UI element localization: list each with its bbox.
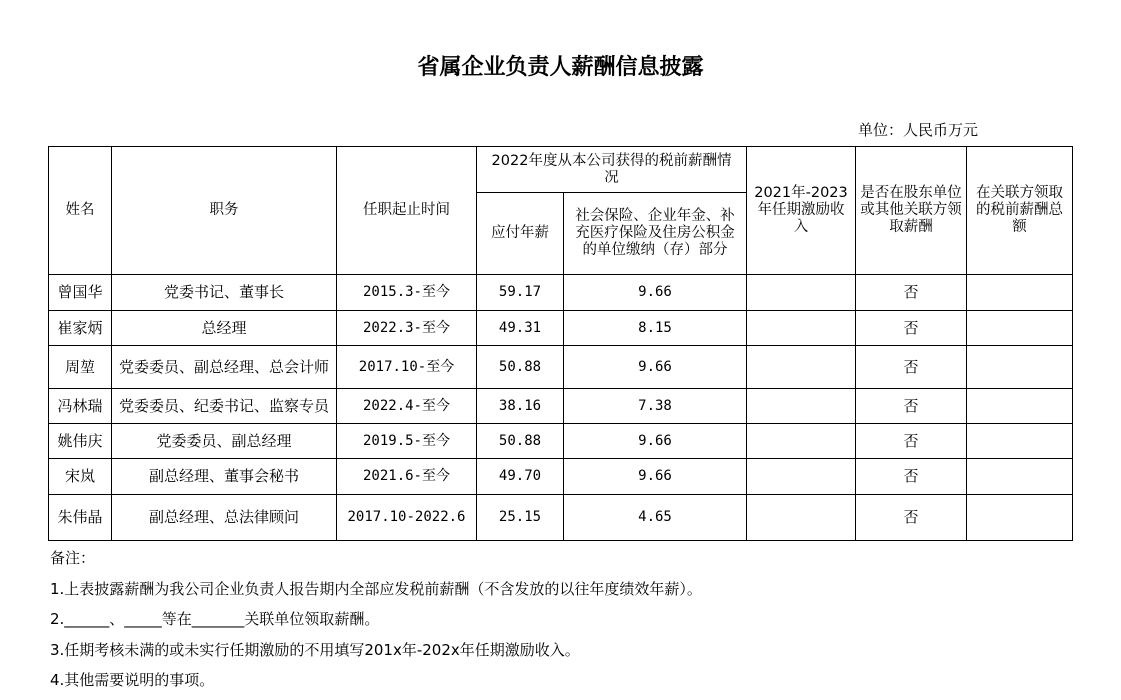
cell-term: 2019.5-至今 bbox=[337, 424, 477, 459]
header-related-total: 在关联方领取的税前薪酬总额 bbox=[967, 147, 1073, 275]
cell-salary: 50.88 bbox=[477, 424, 564, 459]
cell-insurance: 4.65 bbox=[564, 495, 747, 541]
cell-position: 党委委员、纪委书记、监察专员 bbox=[112, 389, 337, 424]
cell-position: 党委书记、董事长 bbox=[112, 275, 337, 311]
cell-related: 否 bbox=[856, 424, 967, 459]
note-item: 3.任期考核未满的或未实行任期激励的不用填写201x年-202x年任期激励收入。 bbox=[50, 640, 580, 659]
cell-incentive bbox=[747, 389, 856, 424]
note-item: 1.上表披露薪酬为我公司企业负责人报告期内全部应发税前薪酬（不含发放的以往年度绩效年薪）。 bbox=[50, 579, 702, 598]
table-row bbox=[49, 495, 1073, 541]
header-salary-group: 2022年度从本公司获得的税前薪酬情况 bbox=[477, 147, 747, 193]
cell-related-total bbox=[967, 346, 1073, 389]
cell-related: 否 bbox=[856, 311, 967, 346]
cell-term: 2022.4-至今 bbox=[337, 389, 477, 424]
note-item: 2.______、_____等在_______关联单位领取薪酬。 bbox=[50, 610, 380, 628]
header-related-party: 是否在股东单位或其他关联方领取薪酬 bbox=[856, 147, 967, 275]
header-name: 姓名 bbox=[49, 147, 112, 275]
cell-name: 周堃 bbox=[49, 346, 112, 389]
cell-insurance: 7.38 bbox=[564, 389, 747, 424]
cell-related-total bbox=[967, 275, 1073, 311]
notes-section bbox=[50, 543, 702, 696]
table-row bbox=[49, 424, 1073, 459]
cell-salary: 49.31 bbox=[477, 311, 564, 346]
cell-term: 2021.6-至今 bbox=[337, 459, 477, 495]
cell-incentive bbox=[747, 275, 856, 311]
table-row bbox=[49, 389, 1073, 424]
cell-insurance: 9.66 bbox=[564, 459, 747, 495]
cell-related: 否 bbox=[856, 275, 967, 311]
cell-salary: 49.70 bbox=[477, 459, 564, 495]
header-position: 职务 bbox=[112, 147, 337, 275]
cell-related-total bbox=[967, 389, 1073, 424]
cell-incentive bbox=[747, 311, 856, 346]
notes-heading: 备注： bbox=[50, 549, 96, 567]
cell-related: 否 bbox=[856, 459, 967, 495]
cell-term: 2015.3-至今 bbox=[337, 275, 477, 311]
table-row bbox=[49, 275, 1073, 311]
cell-salary: 50.88 bbox=[477, 346, 564, 389]
header-annual-salary: 应付年薪 bbox=[477, 193, 564, 275]
cell-name: 朱伟晶 bbox=[49, 495, 112, 541]
cell-incentive bbox=[747, 459, 856, 495]
cell-position: 总经理 bbox=[112, 311, 337, 346]
cell-related-total bbox=[967, 459, 1073, 495]
cell-position: 副总经理、董事会秘书 bbox=[112, 459, 337, 495]
cell-related: 否 bbox=[856, 346, 967, 389]
page-title: 省属企业负责人薪酬信息披露 bbox=[417, 55, 704, 80]
cell-name: 姚伟庆 bbox=[49, 424, 112, 459]
cell-term: 2017.10-2022.6 bbox=[337, 495, 477, 541]
cell-term: 2017.10-至今 bbox=[337, 346, 477, 389]
cell-salary: 38.16 bbox=[477, 389, 564, 424]
header-insurance: 社会保险、企业年金、补充医疗保险及住房公积金的单位缴纳（存）部分 bbox=[564, 193, 747, 275]
cell-name: 曾国华 bbox=[49, 275, 112, 311]
unit-label: 单位：人民币万元 bbox=[858, 121, 979, 139]
cell-insurance: 9.66 bbox=[564, 275, 747, 311]
cell-position: 党委委员、副总经理 bbox=[112, 424, 337, 459]
cell-term: 2022.3-至今 bbox=[337, 311, 477, 346]
cell-name: 宋岚 bbox=[49, 459, 112, 495]
cell-insurance: 9.66 bbox=[564, 346, 747, 389]
cell-related: 否 bbox=[856, 495, 967, 541]
cell-incentive bbox=[747, 495, 856, 541]
cell-salary: 25.15 bbox=[477, 495, 564, 541]
note-item: 4.其他需要说明的事项。 bbox=[50, 671, 215, 689]
table-row bbox=[49, 346, 1073, 389]
cell-name: 崔家炳 bbox=[49, 311, 112, 346]
cell-salary: 59.17 bbox=[477, 275, 564, 311]
cell-insurance: 9.66 bbox=[564, 424, 747, 459]
cell-position: 党委委员、副总经理、总会计师 bbox=[112, 346, 337, 389]
cell-incentive bbox=[747, 424, 856, 459]
header-incentive: 2021年-2023年任期激励收入 bbox=[747, 147, 856, 275]
cell-related-total bbox=[967, 424, 1073, 459]
table-row bbox=[49, 311, 1073, 346]
table-row bbox=[49, 459, 1073, 495]
cell-related-total bbox=[967, 311, 1073, 346]
cell-position: 副总经理、总法律顾问 bbox=[112, 495, 337, 541]
cell-related: 否 bbox=[856, 389, 967, 424]
salary-table bbox=[48, 146, 1073, 541]
cell-name: 冯林瑞 bbox=[49, 389, 112, 424]
cell-insurance: 8.15 bbox=[564, 311, 747, 346]
cell-related-total bbox=[967, 495, 1073, 541]
cell-incentive bbox=[747, 346, 856, 389]
header-term: 任职起止时间 bbox=[337, 147, 477, 275]
